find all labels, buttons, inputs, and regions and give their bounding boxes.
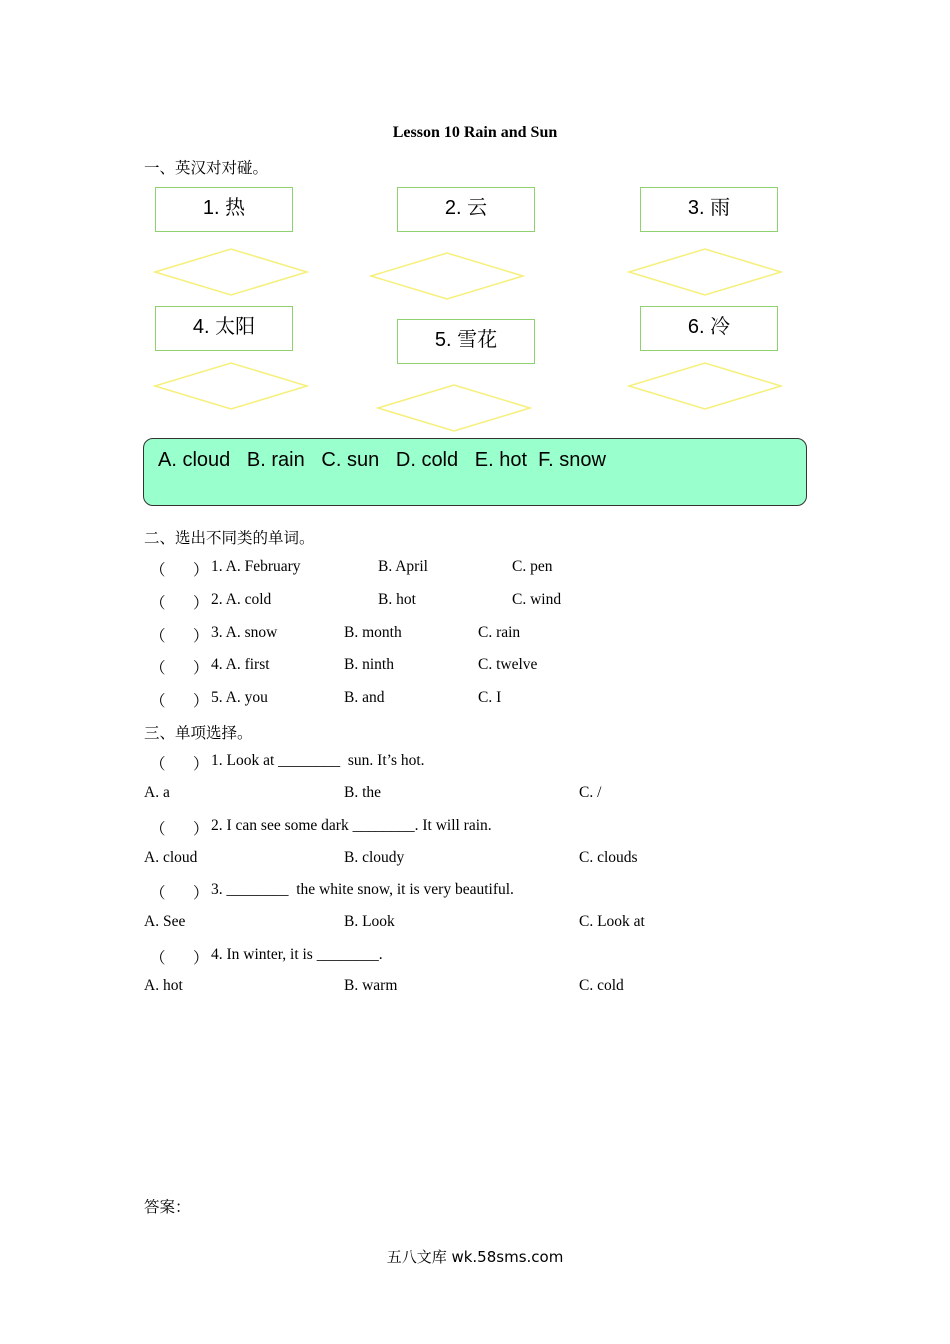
word-options-box: A. cloud B. rain C. sun D. cold E. hot F. snow bbox=[143, 438, 807, 506]
answer-diamond-1[interactable] bbox=[154, 248, 308, 296]
paren-open: （ bbox=[150, 950, 166, 967]
paren-close: ） bbox=[193, 821, 209, 838]
s3-q4-a: A. hot bbox=[144, 977, 183, 994]
match-box-5: 5. 雪花 bbox=[397, 319, 535, 364]
s2-q3-c: C. rain bbox=[478, 624, 521, 641]
answer-label: 答案： bbox=[144, 1199, 191, 1216]
paren-close: ） bbox=[193, 562, 209, 579]
paren-open: （ bbox=[150, 821, 166, 838]
paren-close: ） bbox=[193, 950, 209, 967]
answer-diamond-6[interactable] bbox=[628, 362, 782, 410]
answer-diamond-3[interactable] bbox=[628, 248, 782, 296]
paren-close: ） bbox=[193, 693, 209, 710]
s3-q3-text: 3. ________ the white snow, it is very beautiful. bbox=[211, 881, 514, 898]
page-title: Lesson 10 Rain and Sun bbox=[392, 124, 558, 141]
s2-q3-b: B. month bbox=[344, 624, 402, 641]
s2-q3-a: 3. A. snow bbox=[211, 624, 278, 641]
s2-q2-a: 2. A. cold bbox=[211, 591, 272, 608]
s2-q5-c: C. I bbox=[478, 689, 502, 706]
paren-open: （ bbox=[150, 885, 166, 902]
s3-q4-text: 4. In winter, it is ________. bbox=[211, 946, 383, 963]
s3-q3-a: A. See bbox=[144, 913, 186, 930]
match-box-2: 2. 云 bbox=[397, 187, 535, 232]
match-box-3: 3. 雨 bbox=[640, 187, 778, 232]
s3-q1-text: 1. Look at ________ sun. It’s hot. bbox=[211, 752, 425, 769]
section1-heading: 一、英汉对对碰。 bbox=[144, 160, 269, 177]
s3-q1-a: A. a bbox=[144, 784, 170, 801]
paren-close: ） bbox=[193, 885, 209, 902]
s3-q3-c: C. Look at bbox=[579, 913, 645, 930]
s2-q5-b: B. and bbox=[344, 689, 385, 706]
answer-diamond-5[interactable] bbox=[377, 384, 531, 432]
s3-q4-b: B. warm bbox=[344, 977, 398, 994]
s3-q2-b: B. cloudy bbox=[344, 849, 405, 866]
section2-heading: 二、选出不同类的单词。 bbox=[144, 530, 315, 547]
paren-close: ） bbox=[193, 756, 209, 773]
s2-q4-a: 4. A. first bbox=[211, 656, 270, 673]
answer-diamond-2[interactable] bbox=[370, 252, 524, 300]
paren-open: （ bbox=[150, 693, 166, 710]
s2-q4-c: C. twelve bbox=[478, 656, 538, 673]
s2-q1-b: B. April bbox=[378, 558, 428, 575]
paren-open: （ bbox=[150, 628, 166, 645]
paren-open: （ bbox=[150, 562, 166, 579]
s3-q1-b: B. the bbox=[344, 784, 382, 801]
match-box-1: 1. 热 bbox=[155, 187, 293, 232]
match-box-4: 4. 太阳 bbox=[155, 306, 293, 351]
paren-close: ） bbox=[193, 628, 209, 645]
paren-open: （ bbox=[150, 660, 166, 677]
section3-heading: 三、单项选择。 bbox=[144, 725, 253, 742]
s3-q2-c: C. clouds bbox=[579, 849, 638, 866]
s2-q2-b: B. hot bbox=[378, 591, 416, 608]
s2-q2-c: C. wind bbox=[512, 591, 562, 608]
paren-open: （ bbox=[150, 756, 166, 773]
match-box-6: 6. 冷 bbox=[640, 306, 778, 351]
s2-q4-b: B. ninth bbox=[344, 656, 394, 673]
s3-q2-a: A. cloud bbox=[144, 849, 198, 866]
paren-open: （ bbox=[150, 595, 166, 612]
s2-q1-a: 1. A. February bbox=[211, 558, 301, 575]
s3-q4-c: C. cold bbox=[579, 977, 624, 994]
paren-close: ） bbox=[193, 660, 209, 677]
answer-diamond-4[interactable] bbox=[154, 362, 308, 410]
s2-q1-c: C. pen bbox=[512, 558, 553, 575]
s3-q3-b: B. Look bbox=[344, 913, 395, 930]
s3-q1-c: C. / bbox=[579, 784, 602, 801]
footer-watermark: 五八文库 wk.58sms.com bbox=[386, 1248, 564, 1266]
s3-q2-text: 2. I can see some dark ________. It will rain. bbox=[211, 817, 492, 834]
s2-q5-a: 5. A. you bbox=[211, 689, 268, 706]
paren-close: ） bbox=[193, 595, 209, 612]
